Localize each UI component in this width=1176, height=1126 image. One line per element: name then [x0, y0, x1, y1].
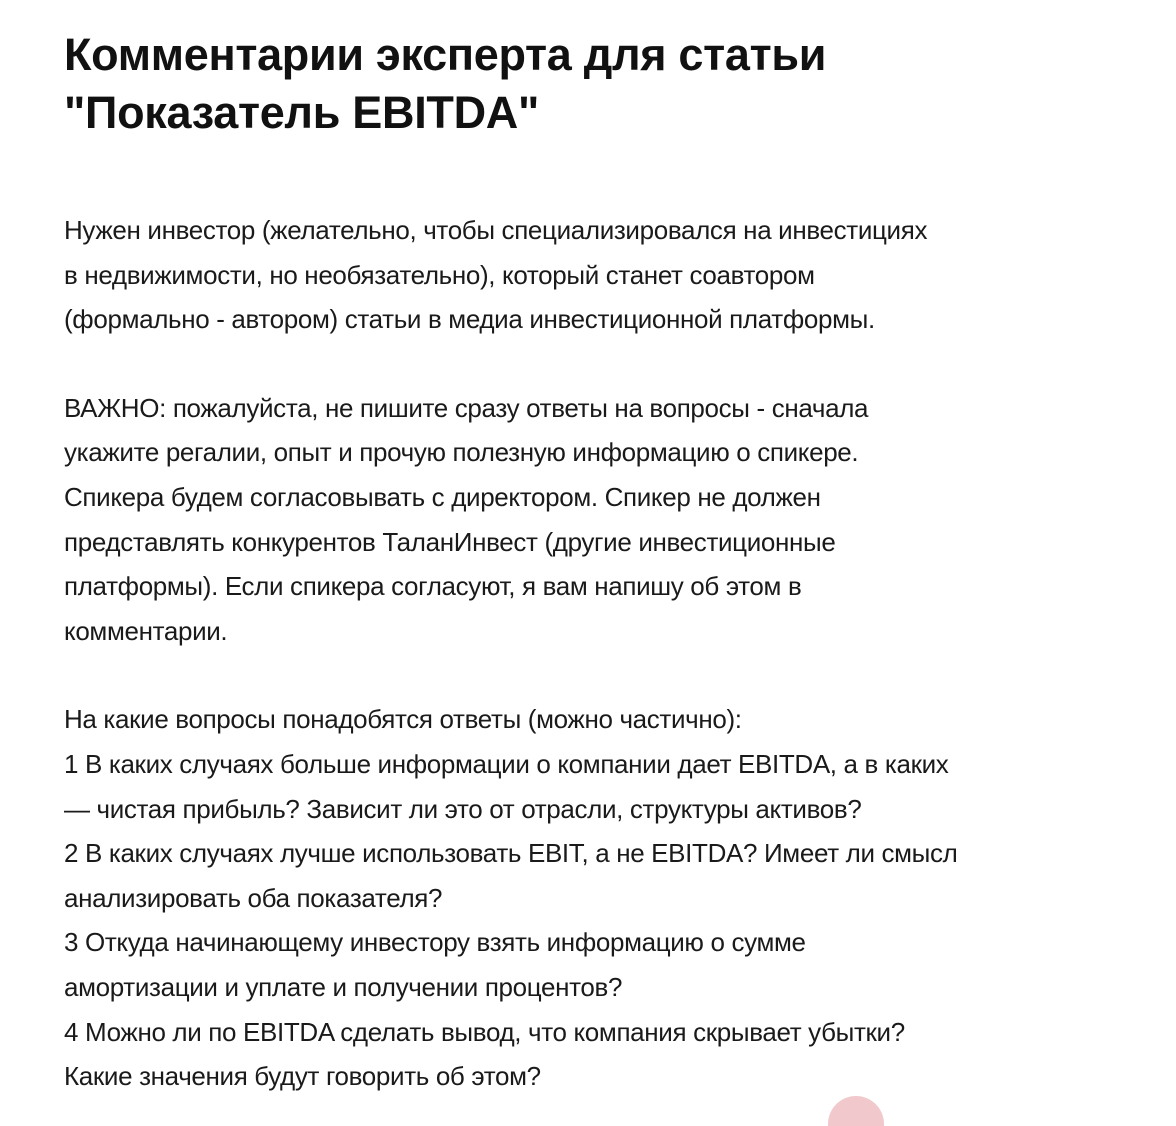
questions-section — [64, 697, 1124, 1098]
question-item-1: 1 В каких случаях больше информации о компании дает EBITDA, а в каких — чистая прибыль? Зависит ли это от отрасли, структуры активов? — [64, 748, 949, 824]
question-item-2: 2 В каких случаях лучше использовать EBIT, а не EBITDA? Имеет ли смысл анализировать оба показателя? — [64, 838, 958, 913]
question-item-3: 3 Откуда начинающему инвестору взять информацию о сумме амортизации и уплате и получении процентов? — [64, 927, 806, 1002]
document-page — [64, 26, 1124, 1099]
important-paragraph: ВАЖНО: пожалуйста, не пишите сразу ответы на вопросы - сначала укажите регалии, опыт и прочую полезную информацию о спикере. Спикера будем согласовывать с директором. Спикер не должен представлять конкурентов ТаланИнвест (другие инвестиционные платформы). Если спикера согласуют, я вам напишу об этом в комментарии. — [64, 392, 869, 646]
questions-intro: На какие вопросы понадобятся ответы (можно частично): — [64, 704, 742, 735]
intro-paragraph: Нужен инвестор (желательно, чтобы специализировался на инвестициях в недвижимости, но необязательно), который станет соавтором (формально - автором) статьи в медиа инвестиционной платформы. — [64, 215, 928, 335]
page-title: Комментарии эксперта для статьи "Показатель EBITDA" — [64, 29, 827, 138]
decorative-blob — [828, 1096, 884, 1126]
question-item-4: 4 Можно ли по EBITDA сделать вывод, что компания скрывает убытки? Какие значения будут говорить об этом? — [64, 1016, 905, 1092]
